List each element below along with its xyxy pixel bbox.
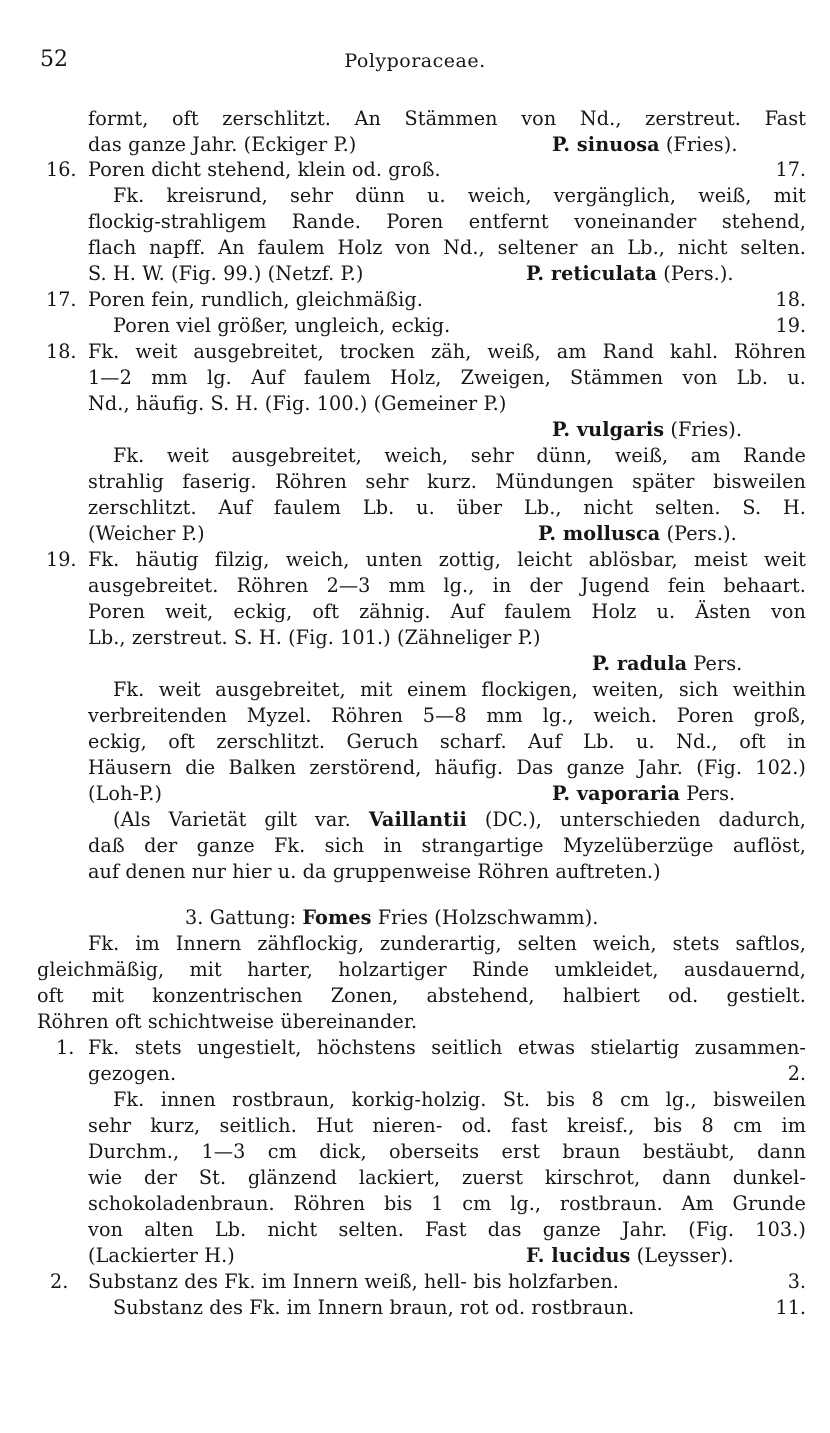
- text-line: (Weicher P.): [88, 522, 205, 545]
- text-line: Fk. stets ungestielt, höchstens seitlich etwas stielartig zusammen-: [88, 1036, 806, 1059]
- text-line: Fk. kreisrund, sehr dünn u. weich, vergänglich, weiß, mit: [113, 184, 806, 207]
- text-line: Poren weit, eckig, oft zähnig. Auf faulem Holz u. Ästen von: [88, 600, 806, 623]
- species-name: P. radula Pers.: [592, 652, 743, 675]
- text-line: (Loh-P.): [88, 782, 163, 805]
- text-line: auf denen nur hier u. da gruppenweise Röhren auftreten.): [88, 860, 661, 883]
- key-number: 2.: [50, 1270, 69, 1293]
- text-line: Fk. weit ausgebreitet, mit einem flockigen, weiten, sich weithin: [113, 678, 806, 701]
- key-reference: 19.: [775, 314, 806, 337]
- text-line: sehr kurz, seitlich. Hut nieren- od. fast kreisf., bis 8 cm im: [88, 1114, 806, 1137]
- key-number: 19.: [46, 548, 77, 571]
- text-line: 1—2 mm lg. Auf faulem Holz, Zweigen, Stämmen von Lb. u.: [88, 366, 806, 389]
- key-reference: 18.: [775, 288, 806, 311]
- text-line: Lb., zerstreut. S. H. (Fig. 101.) (Zähneliger P.): [88, 626, 541, 649]
- text-line: Röhren oft schichtweise übereinander.: [37, 1010, 418, 1033]
- text-line: von alten Lb. nicht selten. Fast das ganze Jahr. (Fig. 103.): [88, 1218, 806, 1241]
- text-line: Poren fein, rundlich, gleichmäßig.: [88, 288, 423, 311]
- text-line: Häusern die Balken zerstörend, häufig. Das ganze Jahr. (Fig. 102.): [88, 756, 806, 779]
- key-number: 1.: [56, 1036, 75, 1059]
- text-line: Fk. im Innern zähflockig, zunderartig, selten weich, stets saftlos,: [88, 932, 806, 955]
- text-line: Fk. häutig filzig, weich, unten zottig, leicht ablösbar, meist weit: [88, 548, 806, 571]
- text-line: strahlig faserig. Röhren sehr kurz. Mündungen später bisweilen: [88, 470, 806, 493]
- text-line: Fk. weit ausgebreitet, trocken zäh, weiß, am Rand kahl. Röhren: [88, 340, 806, 363]
- text-line: verbreitenden Myzel. Röhren 5—8 mm lg., weich. Poren groß,: [88, 704, 806, 727]
- species-name: P. vaporaria Pers.: [552, 782, 736, 805]
- text-line: zerschlitzt. Auf faulem Lb. u. über Lb., nicht selten. S. H.: [88, 496, 806, 519]
- text-line: S. H. W. (Fig. 99.) (Netzf. P.): [88, 262, 364, 285]
- key-reference: 2.: [787, 1062, 806, 1085]
- text-line: ausgebreitet. Röhren 2—3 mm lg., in der Jugend fein behaart.: [88, 574, 806, 597]
- running-title: Polyporaceae.: [344, 50, 486, 72]
- text-line: Poren dicht stehend, klein od. groß.: [88, 158, 441, 181]
- text-line: flockig-strahligem Rande. Poren entfernt voneinander stehend,: [88, 210, 806, 233]
- key-reference: 11.: [775, 1296, 806, 1319]
- key-number: 16.: [46, 158, 77, 181]
- text-line: gezogen.: [88, 1062, 177, 1085]
- species-name: P. reticulata (Pers.).: [526, 262, 734, 285]
- text-line: das ganze Jahr. (Eckiger P.): [88, 133, 357, 156]
- species-name: P. vulgaris (Fries).: [552, 418, 743, 441]
- text-line: flach napff. An faulem Holz von Nd., seltener an Lb., nicht selten.: [88, 236, 806, 259]
- text-line: Fk. innen rostbraun, korkig-holzig. St. bis 8 cm lg., bisweilen: [113, 1088, 806, 1111]
- text-line: (Lackierter H.): [88, 1244, 235, 1267]
- key-reference: 3.: [787, 1270, 806, 1293]
- text-line: Substanz des Fk. im Innern weiß, hell- bis holzfarben.: [88, 1270, 620, 1293]
- species-name: F. lucidus (Leysser).: [526, 1244, 734, 1267]
- text-line: gleichmäßig, mit harter, holzartiger Rinde umkleidet, ausdauernd,: [37, 958, 806, 981]
- text-line: wie der St. glänzend lackiert, zuerst kirschrot, dann dunkel-: [88, 1166, 806, 1189]
- key-reference: 17.: [775, 158, 806, 181]
- key-number: 17.: [46, 288, 77, 311]
- genus-heading: 3. Gattung: Fomes Fries (Holzschwamm).: [185, 906, 599, 929]
- text-line: Nd., häufig. S. H. (Fig. 100.) (Gemeiner P.): [88, 392, 507, 415]
- text-line: (Als Varietät gilt var. Vaillantii (DC.), unterschieden dadurch,: [113, 808, 807, 831]
- text-line: Durchm., 1—3 cm dick, oberseits erst braun bestäubt, dann: [88, 1140, 806, 1163]
- text-line: eckig, oft zerschlitzt. Geruch scharf. Auf Lb. u. Nd., oft in: [88, 730, 806, 753]
- text-line: schokoladenbraun. Röhren bis 1 cm lg., rostbraun. Am Grunde: [88, 1192, 806, 1215]
- text-line: formt, oft zerschlitzt. An Stämmen von Nd., zerstreut. Fast: [88, 107, 806, 130]
- species-name: P. mollusca (Pers.).: [538, 522, 737, 545]
- text-line: Substanz des Fk. im Innern braun, rot od. rostbraun.: [113, 1296, 635, 1319]
- text-line: Fk. weit ausgebreitet, weich, sehr dünn, weiß, am Rande: [113, 444, 806, 467]
- text-line: daß der ganze Fk. sich in strangartige Myzelüberzüge auflöst,: [88, 834, 806, 857]
- text-line: oft mit konzentrischen Zonen, abstehend, halbiert od. gestielt.: [37, 984, 806, 1007]
- key-number: 18.: [46, 340, 77, 363]
- species-name: P. sinuosa (Fries).: [552, 133, 738, 156]
- page-number: 52: [40, 47, 68, 72]
- text-line: Poren viel größer, ungleich, eckig.: [113, 314, 451, 337]
